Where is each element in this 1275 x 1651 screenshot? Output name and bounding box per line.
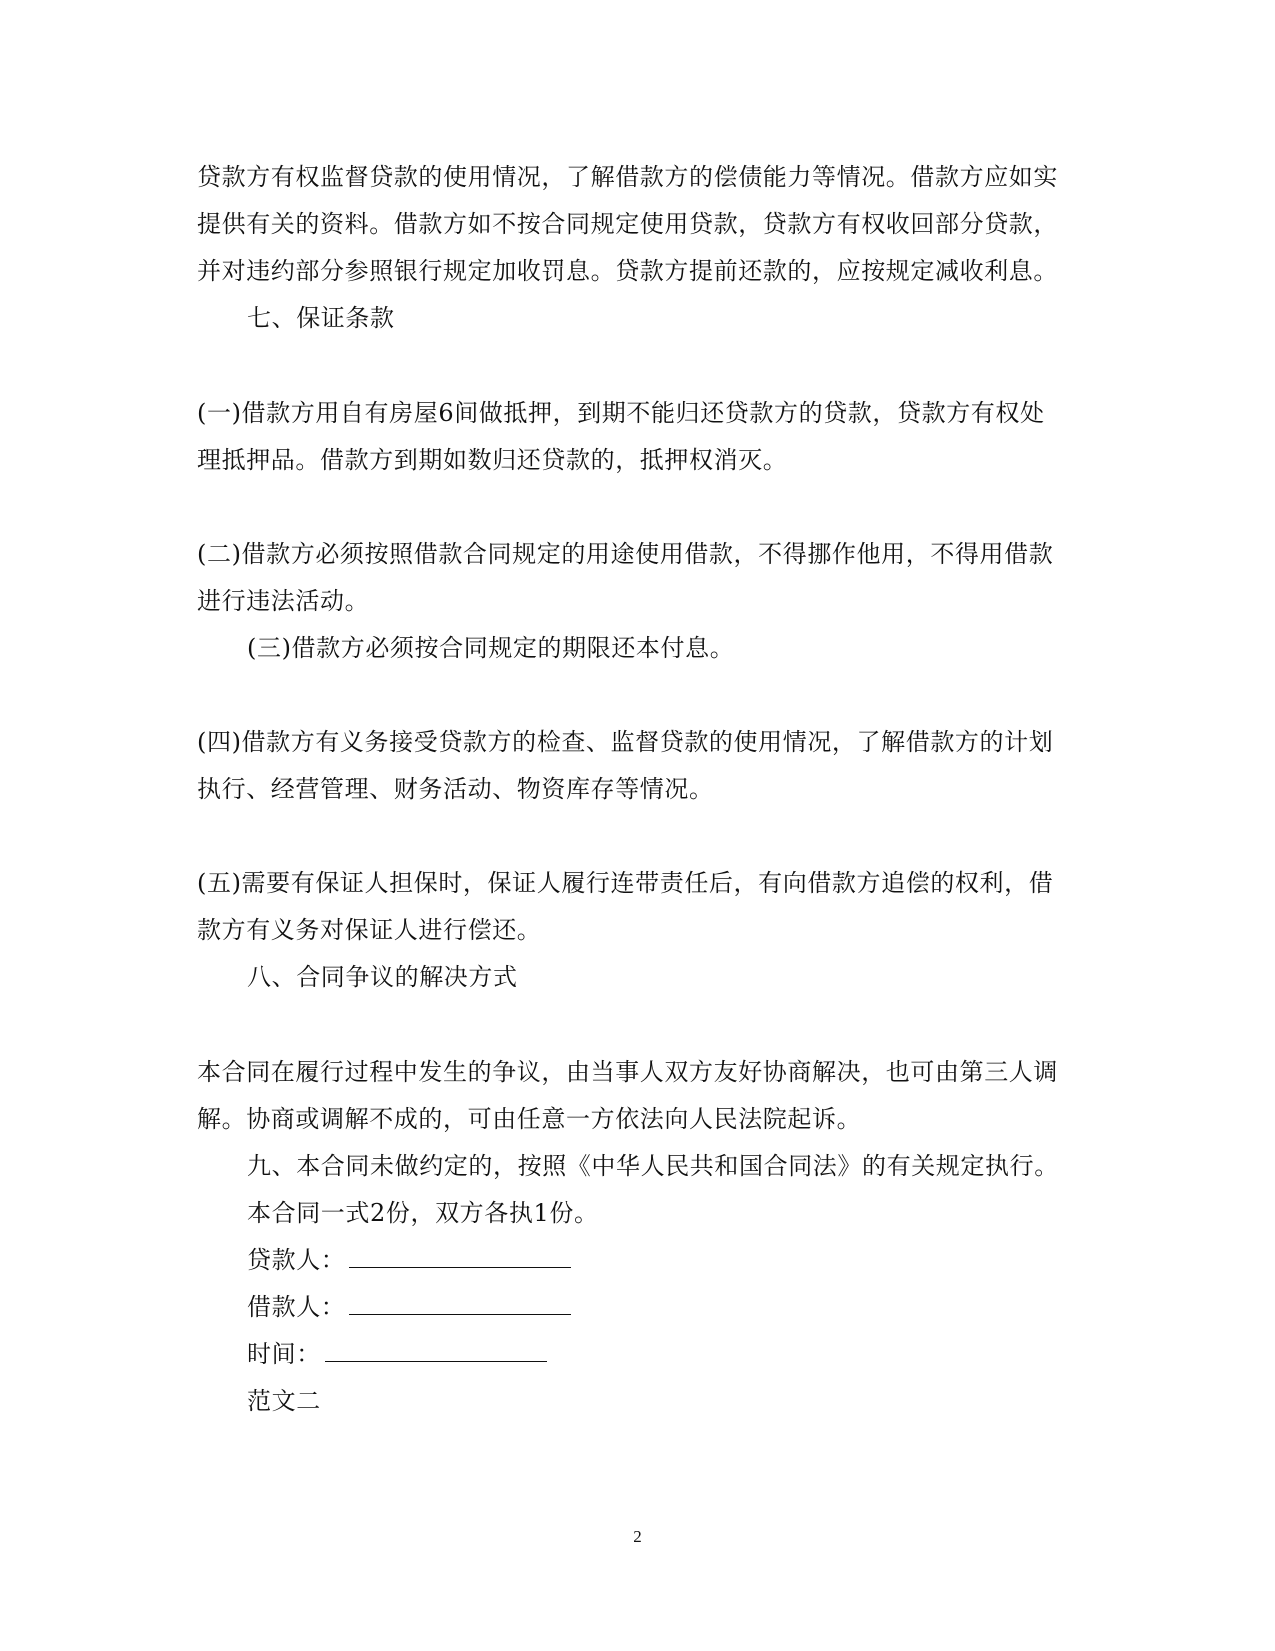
section-heading: 八、合同争议的解决方式	[247, 963, 518, 991]
paragraph-line: (一)借款方用自有房屋6间做抵押，到期不能归还贷款方的贷款，贷款方有权处	[197, 399, 1045, 427]
borrower-signature-row	[247, 1292, 571, 1322]
paragraph-line: 并对违约部分参照银行规定加收罚息。贷款方提前还款的，应按规定减收利息。	[197, 257, 1058, 285]
paragraph-line: 解。协商或调解不成的，可由任意一方依法向人民法院起诉。	[197, 1105, 862, 1133]
paragraph-line: 理抵押品。借款方到期如数归还贷款的，抵押权消灭。	[197, 446, 788, 474]
borrower-signature-blank	[349, 1294, 571, 1315]
date-label: 时间：	[247, 1340, 321, 1368]
lender-label: 贷款人：	[247, 1246, 346, 1274]
paragraph-line: 提供有关的资料。借款方如不按合同规定使用贷款，贷款方有权收回部分贷款，	[197, 210, 1058, 238]
section-heading: 范文二	[247, 1387, 321, 1415]
lender-signature-blank	[349, 1247, 571, 1268]
paragraph-line: (五)需要有保证人担保时，保证人履行连带责任后，有向借款方追偿的权利，借	[197, 869, 1054, 897]
paragraph-line: 本合同在履行过程中发生的争议，由当事人双方友好协商解决，也可由第三人调	[197, 1058, 1058, 1086]
date-signature-blank	[325, 1341, 547, 1362]
paragraph-line: 进行违法活动。	[197, 587, 370, 615]
page-number: 2	[633, 1527, 642, 1546]
paragraph-line: 款方有义务对保证人进行偿还。	[197, 916, 542, 944]
borrower-label: 借款人：	[247, 1293, 346, 1321]
paragraph-line: 本合同一式2份，双方各执1份。	[247, 1199, 599, 1227]
paragraph-line: 九、本合同未做约定的，按照《中华人民共和国合同法》的有关规定执行。	[247, 1152, 1059, 1180]
date-signature-row	[247, 1339, 547, 1369]
paragraph-line: 执行、经营管理、财务活动、物资库存等情况。	[197, 775, 714, 803]
paragraph-line: 贷款方有权监督贷款的使用情况，了解借款方的偿债能力等情况。借款方应如实	[197, 163, 1058, 191]
lender-signature-row	[247, 1245, 571, 1275]
paragraph-line: (二)借款方必须按照借款合同规定的用途使用借款，不得挪作他用，不得用借款	[197, 540, 1054, 568]
paragraph-line: (三)借款方必须按合同规定的期限还本付息。	[247, 634, 735, 662]
section-heading: 七、保证条款	[247, 304, 395, 332]
paragraph-line: (四)借款方有义务接受贷款方的检查、监督贷款的使用情况，了解借款方的计划	[197, 728, 1054, 756]
